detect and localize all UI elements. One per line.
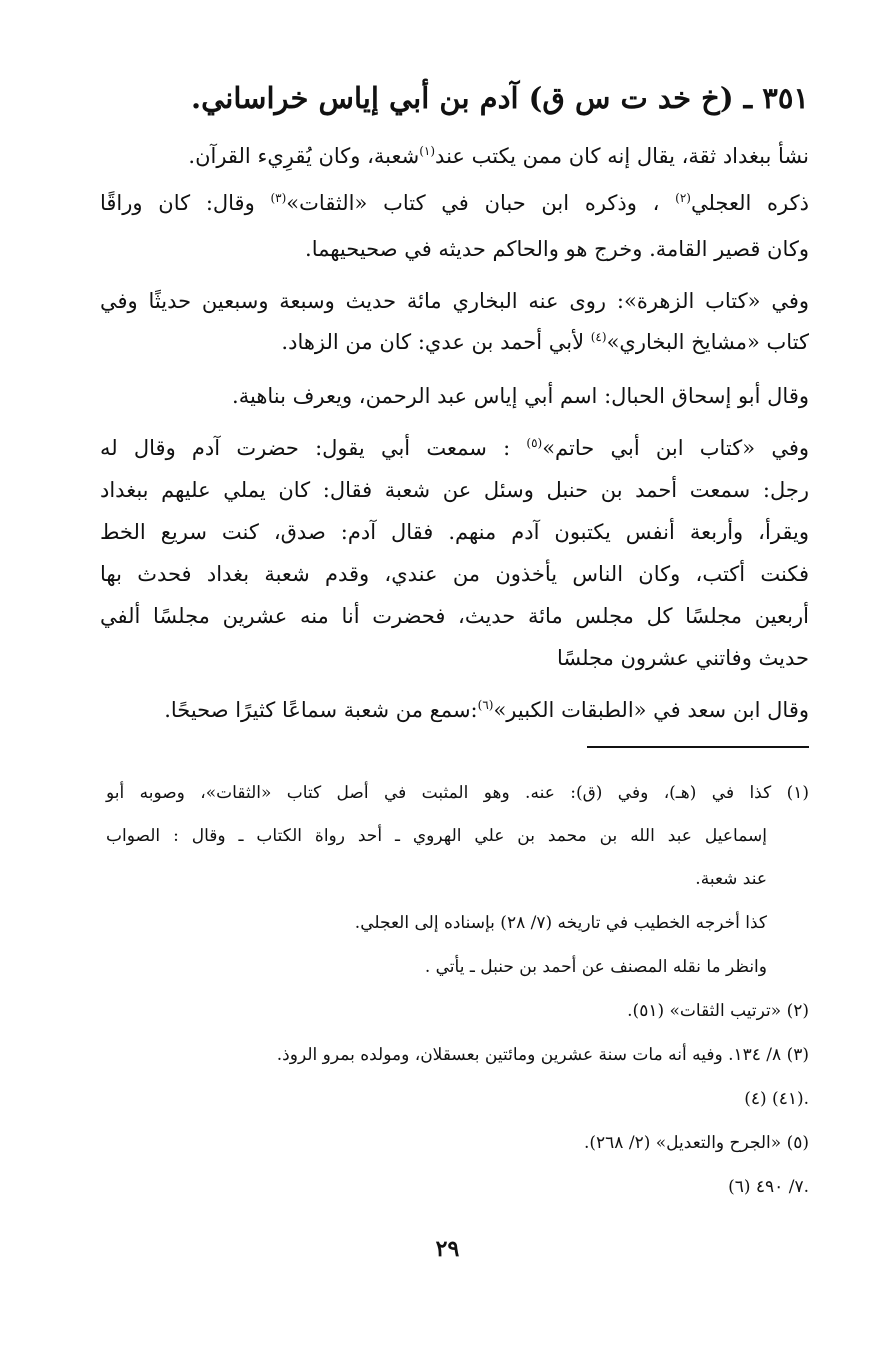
body-line-11: أربعين مجلسًا كل مجلس مائة حديث، فحضرت أنا منه عشرين مجلسًا ألفي — [100, 604, 809, 628]
body-line-6: وقال أبو إسحاق الحبال: اسم أبي إياس عبد الرحمن، ويعرف بناهية. — [232, 384, 809, 408]
footnote-ref-1: (١) — [419, 144, 436, 158]
footnote-ref-6: (٦) — [477, 698, 494, 712]
body-text: وقال: كان وراقًا — [100, 191, 271, 215]
body-text: : سمعت أبي يقول: حضرت آدم وقال له — [100, 436, 527, 460]
body-line-1 — [188, 138, 809, 174]
footnote-ref-3: (٣) — [270, 191, 287, 205]
footnote-ref-2: (٢) — [675, 191, 691, 205]
body-text: ذكره العجلي — [690, 191, 809, 215]
footnote-ref-5: (٥) — [526, 436, 543, 450]
footnote-ref-4: (٤) — [590, 330, 607, 344]
body-line-8: رجل: سمعت أحمد بن حنبل وسئل عن شعبة فقال: كان يملي عليهم ببغداد — [100, 478, 809, 502]
body-text: لأبي أحمد بن عدي: كان من الزهاد. — [281, 330, 591, 354]
body-line-13 — [164, 692, 809, 728]
footnote-1-line-2: إسماعيل عبد الله بن محمد بن علي الهروي ـ أحد رواة الكتاب ـ وقال : الصواب — [106, 826, 767, 846]
page-number: ٢٩ — [435, 1236, 460, 1262]
footnote-1-line-5: وانظر ما نقله المصنف عن أحمد بن حنبل ـ يأتي . — [424, 957, 767, 977]
body-text: نشأ ببغداد ثقة، يقال إنه كان ممن يكتب عند — [435, 144, 809, 168]
footnote-1-line-3: عند شعبة. — [695, 869, 767, 889]
body-text: ، وذكره ابن حبان في كتاب «الثقات» — [286, 191, 676, 215]
body-line-2 — [100, 185, 809, 221]
footnote-2: (٢) «ترتيب الثقات» (٥١). — [627, 1001, 809, 1021]
footnote-4: (٤) (٤١). — [744, 1089, 809, 1109]
body-text: وفي «كتاب ابن أبي حاتم» — [542, 436, 810, 460]
body-line-7 — [100, 430, 809, 466]
body-text: شعبة، وكان يُقرِيء القرآن. — [188, 144, 420, 168]
body-line-12: حديث وفاتني عشرون مجلسًا — [556, 646, 809, 670]
body-text: وقال ابن سعد في «الطبقات الكبير» — [493, 698, 809, 722]
footnote-1-line-4: كذا أخرجه الخطيب في تاريخه (٧/ ٢٨) بإسناده إلى العجلي. — [354, 913, 767, 933]
body-line-4: وفي «كتاب الزهرة»: روى عنه البخاري مائة حديث وسبعة وسبعين حديثًا وفي — [100, 289, 809, 313]
footnote-divider — [587, 746, 809, 748]
footnote-3: (٣) ٨/ ١٣٤. وفيه أنه مات سنة عشرين ومائتين بعسقلان، ومولده بمرو الروذ. — [276, 1045, 809, 1065]
body-line-9: ويقرأ، وأربعة أنفس يكتبون آدم منهم. فقال آدم: صدق، كنت سريع الخط — [100, 520, 809, 544]
footnote-6: (٦) ٧/ ٤٩٠. — [728, 1177, 809, 1197]
body-text: كتاب «مشايخ البخاري» — [606, 330, 809, 354]
entry-heading: ٣٥١ ـ (خ خد ت س ق) آدم بن أبي إياس خراساني. — [191, 81, 809, 115]
footnote-5: (٥) «الجرح والتعديل» (٢/ ٢٦٨). — [584, 1133, 809, 1153]
body-text: :سمع من شعبة سماعًا كثيرًا صحيحًا. — [164, 698, 478, 722]
body-line-5 — [281, 324, 809, 360]
body-line-10: فكنت أكتب، وكان الناس يأخذون من عندي، وقدم شعبة بغداد فحدث بها — [100, 562, 809, 586]
footnote-1-line-1: (١) كذا في (هـ)، وفي (ق): عنه. وهو المثبت في أصل كتاب «الثقات»، وصوبه أبو — [106, 783, 809, 803]
body-line-3: وكان قصير القامة. وخرج هو والحاكم حديثه في صحيحيهما. — [305, 237, 809, 261]
